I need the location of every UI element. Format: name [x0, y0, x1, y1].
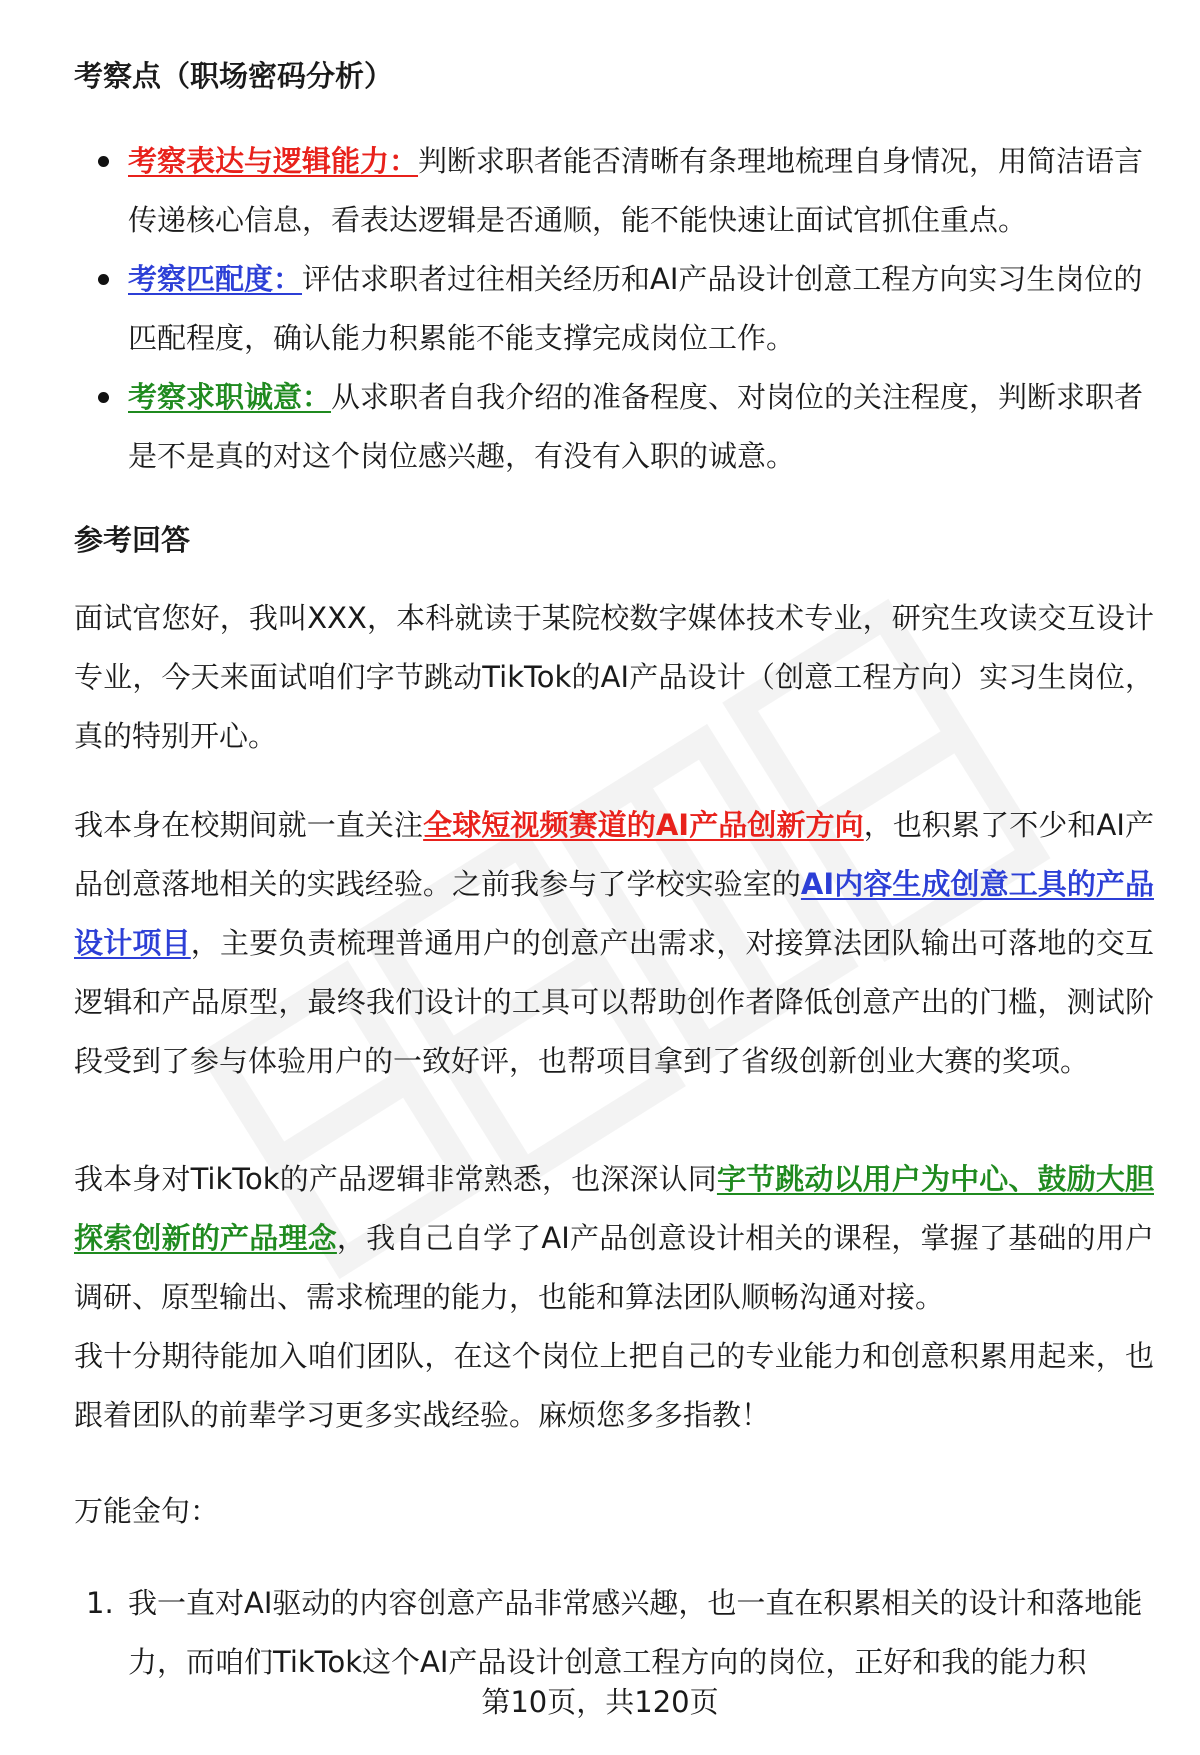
page-number: 第10页，共120页: [0, 1682, 1200, 1722]
point-text: 评估求职者过往相关经历和AI产品设计创意工程方向实习生岗位的匹配程度，确认能力积累能不能支撑完成岗位工作。: [128, 262, 1143, 355]
point-text: 从求职者自我介绍的准备程度、对岗位的关注程度，判断求职者是不是真的对这个岗位感兴趣，有没有入职的诚意。: [128, 380, 1144, 473]
highlight-phrase: 字节跳动以用户为中心、鼓励大胆探索创新的产品理念: [74, 1162, 1154, 1255]
point-text: 判断求职者能否清晰有条理地梳理自身情况，用简洁语言传递核心信息，看表达逻辑是否通顺，能不能快速让面试官抓住重点。: [128, 144, 1144, 237]
item-text: 我一直对AI驱动的内容创意产品非常感兴趣，也一直在积累相关的设计和落地能力，而咱们TikTok这个AI产品设计创意工程方向的岗位，正好和我的能力积: [128, 1586, 1143, 1679]
answer-paragraph-experience: [74, 796, 1154, 1091]
point-label: 考察求职诚意：: [128, 380, 332, 414]
examination-points-list: [74, 132, 1154, 486]
highlight-phrase: AI内容生成创意工具的产品设计项目: [74, 867, 1154, 960]
answer-paragraph-intro: 面试官您好，我叫XXX，本科就读于某院校数字媒体技术专业，研究生攻读交互设计专业，今天来面试咱们字节跳动TikTok的AI产品设计（创意工程方向）实习生岗位，真的特别开心。: [74, 601, 1154, 753]
list-item: [74, 368, 1154, 486]
highlight-phrase: 全球短视频赛道的AI产品创新方向: [423, 808, 864, 842]
list-item: [74, 132, 1154, 250]
section-title-golden-phrases: 万能金句：: [74, 1494, 220, 1528]
paragraph-text: ，主要负责梳理普通用户的创意产出需求，对接算法团队输出可落地的交互逻辑和产品原型，最终我们设计的工具可以帮助创作者降低创意产出的门槛，测试阶段受到了参与体验用户的一致好评，也帮项目拿到了省级创新创业大赛的奖项。: [74, 926, 1154, 1078]
list-item: [74, 1574, 1154, 1692]
paragraph-text: ，我自己自学了AI产品创意设计相关的课程，掌握了基础的用户调研、原型输出、需求梳理的能力，也能和算法团队顺畅沟通对接。: [74, 1221, 1154, 1314]
golden-phrases-list: [74, 1574, 1154, 1692]
section-title-reference-answer: 参考回答: [74, 523, 191, 557]
bullet-dot-icon: [98, 392, 109, 403]
item-number: 1.: [86, 1586, 114, 1620]
list-item: [74, 250, 1154, 368]
point-label: 考察表达与逻辑能力：: [128, 144, 419, 178]
answer-paragraph-closing: 我十分期待能加入咱们团队，在这个岗位上把自己的专业能力和创意积累用起来，也跟着团队的前辈学习更多实战经验。麻烦您多多指教！: [74, 1339, 1154, 1432]
bullet-dot-icon: [98, 274, 109, 285]
paragraph-text: 我本身在校期间就一直关注: [74, 808, 424, 842]
point-label: 考察匹配度：: [128, 262, 303, 296]
answer-paragraph-motivation: [74, 1150, 1154, 1327]
paragraph-text: ，也积累了不少和AI产品创意落地相关的实践经验。之前我参与了学校实验室的: [74, 808, 1154, 901]
section-title-examination-points: 考察点（职场密码分析）: [74, 59, 394, 93]
paragraph-text: 我本身对TikTok的产品逻辑非常熟悉，也深深认同: [74, 1162, 717, 1196]
bullet-dot-icon: [98, 156, 109, 167]
